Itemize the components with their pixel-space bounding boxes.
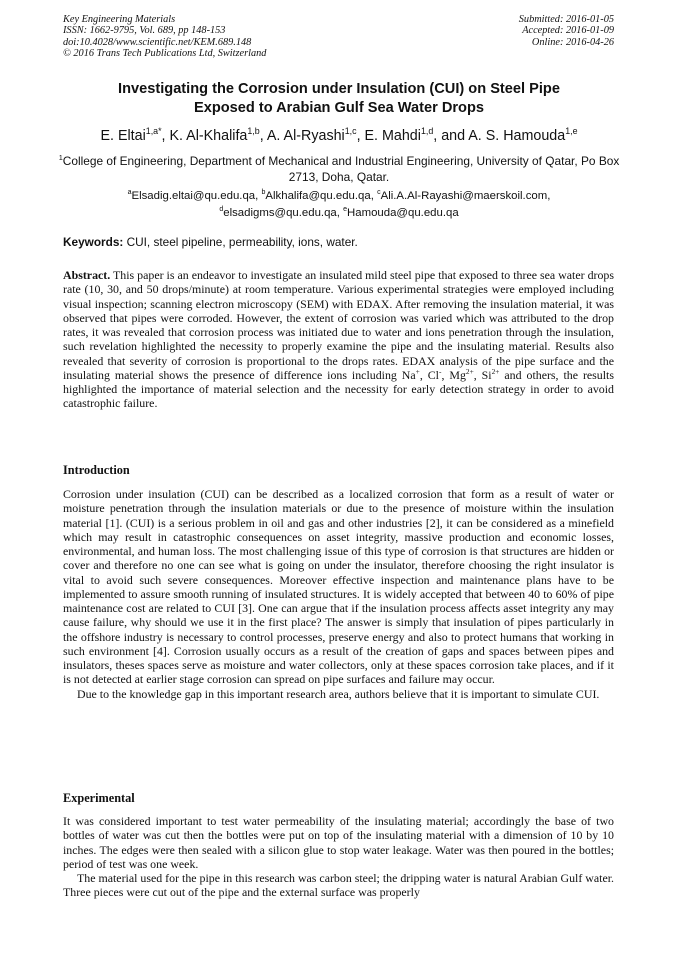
- introduction-body: [63, 487, 614, 701]
- author-affiliation-mark: 1,d: [420, 126, 434, 136]
- author-name: K. Al-Khalifa: [169, 127, 248, 144]
- abstract-label: Abstract.: [63, 268, 111, 282]
- header-journal-info: [63, 14, 266, 60]
- title-line-2: Exposed to Arabian Gulf Sea Water Drops: [193, 99, 485, 116]
- author-name: A. Al-Ryashi: [266, 127, 345, 144]
- email-link[interactable]: Hamouda@qu.edu.qa: [347, 207, 459, 220]
- paragraph: Due to the knowledge gap in this important research area, authors believe that it is important to simulate CUI.: [77, 686, 600, 701]
- paragraph: It was considered important to test water permeability of the insulating material; accordingly the base of two bottles of water was cut then the bottles were put on top of the insulating material with a dimension of 10 by 10 inches. The edges were then sealed with a silicon glue to stop water leakage. Water was then poured in the bottles; period of test was one week.: [63, 814, 614, 871]
- affiliation: [55, 150, 623, 186]
- email-mark: b: [261, 189, 266, 196]
- affiliation-mark: 1: [58, 153, 63, 162]
- author-affiliation-mark: 1,b: [247, 126, 260, 136]
- email-link[interactable]: elsadigms@qu.edu.qa: [223, 207, 337, 220]
- author-name: A. S. Hamouda: [468, 127, 566, 144]
- abstract-text-end: and others, the results highlighted the importance of material selection and the necessity for early detection strategy in order to avoid catastrophic failure.: [63, 367, 614, 411]
- author-affiliation-mark: 1,a*: [145, 126, 162, 136]
- keywords-label: Keywords:: [63, 235, 124, 249]
- online-date: Online: 2016-04-26: [531, 36, 614, 48]
- author-name: E. Eltai: [100, 127, 146, 144]
- keywords-text: CUI, steel pipeline, permeability, ions, water.: [126, 235, 358, 249]
- ion-formula: $Si^{2+}$: [481, 366, 500, 382]
- author-affiliation-mark: 1,c: [344, 126, 357, 136]
- copyright-notice: © 2016 Trans Tech Publications Ltd, Switzerland: [63, 48, 267, 60]
- affiliation-text: College of Engineering, Department of Mechanical and Industrial Engineering, University of Qatar, Po Box 2713, Doha, Qatar.: [62, 153, 620, 185]
- title-line-1: Investigating the Corrosion under Insulation (CUI) on Steel Pipe: [118, 81, 560, 97]
- introduction-heading: Introduction: [63, 463, 130, 477]
- paragraph: The material used for the pipe in this research was carbon steel; the dripping water is natural Arabian Gulf water. Three pieces were cut out of the pipe and the external surface was properly: [63, 871, 614, 900]
- header-dates: [519, 14, 614, 48]
- email-mark: d: [219, 206, 224, 214]
- author-list: E. Eltai$^{1,a*}$, K. Al-Khalifa$^{1,b}$, A. Al-Ryashi$^{1,c}$, E. Mahdi$^{1,d}$, and A. S. Hamouda$^{1,e}$: [100, 126, 578, 144]
- abstract: Abstract. This paper is an endeavor to investigate an insulated mild steel pipe that exposed to three sea water drops rate (10, 30, and 50 drops/minute) at room temperature. Various experimental strategies were employed including visual inspection; scanning electron microscopy (SEM) with EDAX. After removing the insulation material, it was observed that pipes were corroded. However, the extent of corrosion was varied which was attributed to the drop rates, it was revealed that corrosion process was initiated due to water and ions penetration through the insulation, such revelation highlighted the necessity to properly examine the pipe and the insulating material. Results also revealed that severity of corrosion is proportional to the drops rates. EDAX analysis of the pipe surface and the insulating material shows the presence of difference ions including Na+, Cl-, $Mg^{2+}$, $Si^{2+}$ and others, the results highlighted the importance of material selection and the necessity for early detection strategy in order to avoid catastrophic failure.: [63, 268, 614, 411]
- email-mark: a: [127, 189, 132, 196]
- email-link[interactable]: Ali.A.Al-Rayashi@maerskoil.com: [380, 189, 548, 202]
- experimental-body: [63, 814, 614, 900]
- accepted-date: Accepted: 2016-01-09: [522, 25, 614, 37]
- journal-name: Key Engineering Materials: [63, 14, 176, 25]
- email-link[interactable]: Elsadig.eltai@qu.edu.qa: [131, 189, 256, 202]
- keywords: [63, 235, 615, 249]
- submitted-date: Submitted: 2016-01-05: [518, 14, 614, 25]
- abstract-text: This paper is an endeavor to investigate an insulated mild steel pipe that exposed to three sea water drops rate (10, 30, and 50 drops/minute) at room temperature. Various experimental strategies were employed including visual inspection; scanning electron microscopy (SEM) with EDAX. After removing the insulation material, it was observed that pipes were corroded. However, the extent of corrosion was varied which was attributed to the drop rates, it was revealed that corrosion process was initiated due to water and ions penetration through the insulation, such revelation highlighted the necessity to properly examine the pipe and the insulating material. Results also revealed that severity of corrosion is proportional to the drops rates. EDAX analysis of the pipe surface and the insulating material shows the presence of difference ions including: [63, 268, 614, 382]
- ion-formula: $Mg^{2+}$: [449, 366, 474, 382]
- issn-volume: ISSN: 1662-9795, Vol. 689, pp 148-153: [63, 25, 226, 37]
- experimental-heading: Experimental: [63, 791, 135, 805]
- paragraph: Corrosion under insulation (CUI) can be described as a localized corrosion that form as a result of water or moisture penetration through the insulation materials or due to the presence of moisture within the insulation material [1]. (CUI) is a serious problem in oil and gas and other industries [2], it can be considered as a minefield which may result in catastrophic consequences on asset integrity, massive production and economic losses, environmental, and human loss. The most challenging issue of this type of corrosion is that structures are hidden or cover and therefore no one can see what is going on under the insulator, therefore choosing the right insulator is vital to avoid such severe consequences. Moreover effective inspection and maintenance plans have to be implemented to assure smooth running of insulated structures. It is widely accepted that between 40 to 60% of pipe maintenance cost are related to CUI [3]. One can argue that if the insulation process affects asset integrity any may cause failure, why should we use it in the first place? The answer is simply that insulation of pipes particularly in the offshore industry is necessary to control processes, preserve energy and also to protect humans that working in such environment [4]. Corrosion usually occurs as a result of the creation of gaps and spaces between pipes and insulators, theses spaces serve as moisture and water collectors, only at these spaces corrosion take places, and if it is not detected at earlier stage corrosion can spread on pipe surfaces and failure may occur.: [63, 487, 614, 687]
- ion-formula: Cl-: [427, 366, 442, 382]
- email-link[interactable]: Alkhalifa@qu.edu.qa: [265, 189, 371, 202]
- paper-title: [40, 80, 638, 117]
- ion-formula: Na+: [401, 366, 420, 382]
- email-mark: e: [343, 206, 348, 214]
- author-affiliation-mark: 1,e: [565, 126, 578, 136]
- author-name: E. Mahdi: [364, 127, 421, 144]
- email-mark: c: [377, 189, 381, 196]
- email-list: $^a$Elsadig.eltai@qu.edu.qa, $^b$Alkhalifa@qu.edu.qa, $^c$Ali.A.Al-Rayashi@maerskoil.com, $^d$elsadigms@qu.edu.qa, $^e$Hamouda@qu.edu.qa: [127, 189, 551, 220]
- doi-link[interactable]: doi:10.4028/www.scientific.net/KEM.689.148: [63, 36, 252, 48]
